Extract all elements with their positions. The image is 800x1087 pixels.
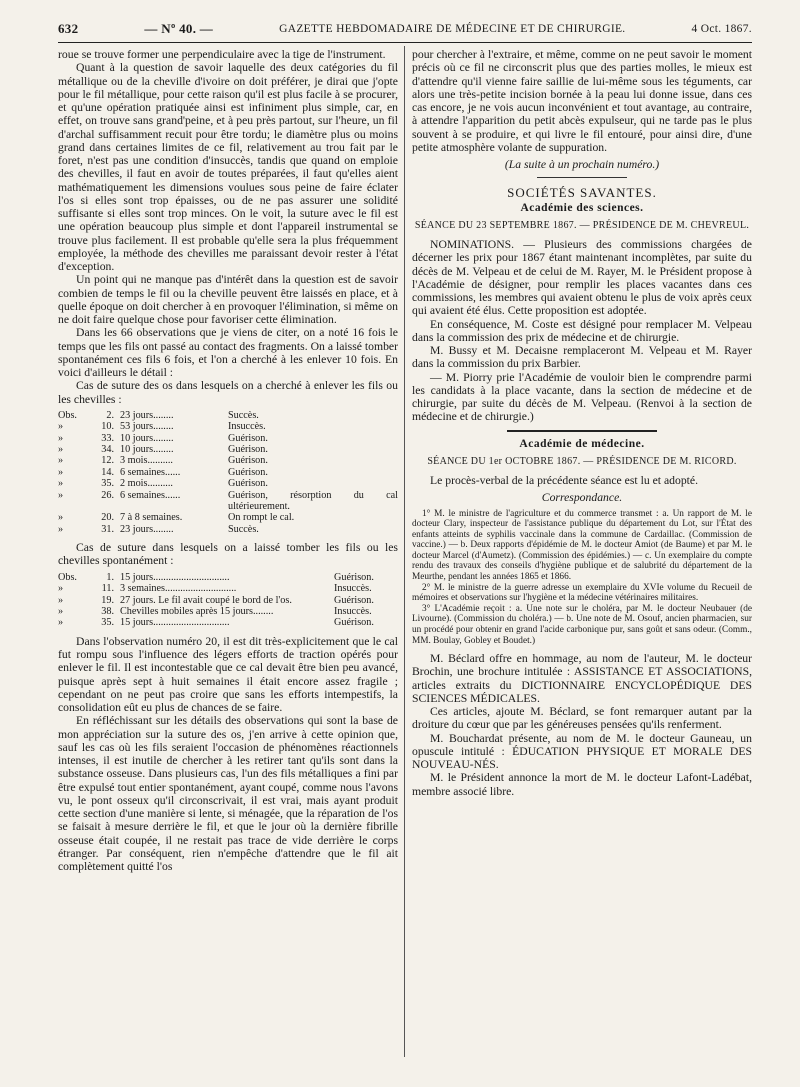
paragraph: Quant à la question de savoir laquelle des deux catégories du fil métallique ou de la cheville d'ivoire on doit préférer, je dirai que j'opte pour le fil métallique, pour cette raison qu'il est plus facile à se procurer, et qu'une opération pratiquée ainsi est infiniment plus simple, car, en effet, on trouve sans grand'peine, et à peu près partout, sur l'heure, un fil d'archal suffisamment recuit pour être tordu; le diamètre plus ou moins grand dans certaines limites de ce fil, relativement au trou fait par le foret, n'est pas une condition d'insuccès, tandis que quand on emploie des chevilles, il faut en avoir de toutes préparées, il faut qu'elles aient mathématiquement les dimensions voulues sous peine de faire éclater l'os si elles sont trop épaisses, ou de ne pas assurer une solidité suffisante si elles sont trop minces. On le voit, la suture avec le fil est une opération beaucoup plus simple et dont l'appareil instrumental se trouve plus facilement. Il est probable qu'elle sera la plus fréquemment employée, la méthode des chevilles me paraissant devoir rester à l'état d'exception. <box>58 61 398 273</box>
table-row: » 34. 10 jours........ Guérison. <box>58 443 268 455</box>
journal-title: GAZETTE HEBDOMADAIRE DE MÉDECINE ET DE CHIRURGIE. <box>279 23 626 35</box>
paragraph: Cas de suture des os dans lesquels on a cherché à enlever les fils ou les chevilles : <box>58 379 398 406</box>
paragraph: En conséquence, M. Coste est désigné pour remplacer M. Velpeau dans la commission des prix de médecine et de chirurgie. <box>412 317 752 344</box>
header-rule <box>58 42 752 43</box>
right-column <box>412 48 752 798</box>
table-row: » 14. 6 semaines...... Guérison. <box>58 466 268 478</box>
paragraph: Dans les 66 observations que je viens de citer, on a noté 16 fois le temps que les fils ont passé au contact des fragments. On a laissé tomber spontanément ces fils 6 fois, et l'on a cherché à les enlever 10 fois. En voici d'ailleurs le détail : <box>58 326 398 379</box>
paragraph: En réfléchissant sur les détails des observations qui sont la base de mon appréciation sur la suture des os, j'en arrive à cette opinion que, sauf les cas où les fils seraient l'occasion de phénomènes réactionnels intenses, il est inutile de chercher à les retirer tant qu'ils sont dans la substance osseuse. Dans plusieurs cas, l'un des fils métalliques a fini par être expulsé tout entier spontanément, ayant coupé, comme nous l'avons vu, le pont osseux qu'il circonscrivait, il est vrai, mais ayant produit cette section d'une manière si lente, si ménagée, que la réparation de l'os se faisait à mesure derrière le fil, et que le jour où la dernière fibrille osseuse était coupée, il ne restait pas trace de vide derrière le corps étranger. Par conséquent, rien n'empêche d'attendre que le fil ait complètement quitté l'os <box>58 714 398 873</box>
continuation-note: (La suite à un prochain numéro.) <box>504 158 660 171</box>
paragraph: M. Béclard offre en hommage, au nom de l'auteur, M. le docteur Brochin, une brochure intitulée : ASSISTANCE ET ASSOCIATIONS, articles extraits du DICTIONNAIRE ENCYCLOPÉDIQUE DES SCIENCES MÉDICALES. <box>412 652 752 705</box>
session-line: SÉANCE DU 23 SEPTEMBRE 1867. — PRÉSIDENCE DE M. CHEVREUL. <box>414 219 750 231</box>
table-row: » 38. Chevilles mobiles après 15 jours........ Insuccès. <box>58 605 372 617</box>
correspondence-block <box>412 509 752 647</box>
table-row: Obs. 2. 23 jours........ Succès. <box>58 409 259 421</box>
session-line: SÉANCE DU 1er OCTOBRE 1867. — PRÉSIDENCE DE M. RICORD. <box>427 455 737 467</box>
table-row: » 31. 23 jours........ Succès. <box>58 523 259 535</box>
observations-table-removed <box>58 410 398 535</box>
section-rule <box>507 430 657 432</box>
section-rule <box>537 177 627 178</box>
table-row: » 10. 53 jours........ Insuccès. <box>58 421 266 433</box>
paragraph: roue se trouve former une perpendiculaire avec la tige de l'instrument. <box>58 48 386 61</box>
table-row: » 26. 6 semaines...... Guérison, résorption du cal ultérieurement. <box>58 489 398 512</box>
paragraph: Dans l'observation numéro 20, il est dit très-explicitement que le cal fut rompu sous l'influence des légers efforts de traction opérés pour enlever le fil. Il est incontestable que ce cal devait être bien peu avancé, puisque après sept à huit semaines il était encore assez fragile ; cependant on ne peut pas croire que sans les efforts intempestifs, la consolidation eût eu plus de chances de se faire. <box>58 634 398 714</box>
paragraph: pour chercher à l'extraire, et même, comme on ne peut savoir le moment précis où ce fil ne circonscrit plus que des parties molles, le mieux est d'attendre qu'il vienne faire saillie de lui-même sous les téguments, car alors une très-petite incision bornée à la peau lui donne issue, dans ces cas encore, je ne vois aucun inconvénient et tout avantage, au contraire, à attendre l'apparition du petit abcès expulseur, qui ne tarde pas le plus souvent à se produire, et qui livre le fil entouré, pour ainsi dire, d'une petite atmosphère volante de suppuration. <box>412 48 752 154</box>
section-heading: SOCIÉTÉS SAVANTES. <box>507 185 657 201</box>
paragraph: M. le Président annonce la mort de M. le docteur Lafont-Ladébat, membre associé libre. <box>412 771 752 798</box>
correspondence-heading: Correspondance. <box>541 491 623 505</box>
page-number: 632 <box>58 21 79 36</box>
paragraph: Cas de suture dans lesquels on a laissé tomber les fils ou les chevilles spontanément : <box>58 541 398 568</box>
table-row: » 12. 3 mois.......... Guérison. <box>58 455 268 467</box>
issue-number: — Nº 40. — <box>144 21 214 36</box>
paragraph: NOMINATIONS. — Plusieurs des commissions chargées de décerner les prix pour 1867 étant maintenant incomplètes, par suite du décès de M. Velpeau et de celui de M. Rayer, M. le Président propose à l'Académie de désigner, pour remplir les places vacantes dans ces commissions, les membres qui avaient obtenu le plus de voix après ceux qui avaient été élus. Cette proposition est adoptée. <box>412 238 752 318</box>
observations-table-spontaneous <box>58 572 398 629</box>
paragraph: Le procès-verbal de la précédente séance est lu et adopté. <box>430 474 699 487</box>
issue-date: 4 Oct. 1867. <box>691 23 752 35</box>
subsection-heading: Académie des sciences. <box>520 201 644 214</box>
table-row: » 11. 3 semaines............................ Insuccès. <box>58 583 372 595</box>
table-row: » 19. 27 jours. Le fil avait coupé le bord de l'os. Guérison. <box>58 594 374 606</box>
correspondence-item: 2° M. le ministre de la guerre adresse un exemplaire du XVIe volume du Recueil de mémoires et observations sur l'hygiène et la médecine vétérinaires militaires. <box>412 582 752 604</box>
page-header <box>58 20 752 38</box>
left-column <box>58 48 398 873</box>
paragraph: Ces articles, ajoute M. Béclard, se font remarquer autant par la droiture du cœur que par les généreuses pensées qu'ils renferment. <box>412 705 752 732</box>
paragraph: — M. Piorry prie l'Académie de vouloir bien le comprendre parmi les candidats à la place vacante, dans la section de médecine et de chirurgie, par suite du décès de M. Velpeau. (Renvoi à la section de médecine et de chirurgie.) <box>412 370 752 424</box>
subsection-heading: Académie de médecine. <box>519 437 645 450</box>
table-row: » 20. 7 à 8 semaines. On rompt le cal. <box>58 512 295 524</box>
table-row: » 33. 10 jours........ Guérison. <box>58 432 268 444</box>
column-divider <box>404 46 405 1057</box>
table-row: » 35. 15 jours.............................. Guérison. <box>58 617 374 629</box>
correspondence-item: 3° L'Académie reçoit : a. Une note sur le choléra, par M. le docteur Neubauer (de Livourne). (Commission du choléra.) — b. Une note de M. Osouf, ancien pharmacien, sur un procédé pour obtenir en grand l'acide carbonique pur, sans goût et sans odeur. (Comm., MM. Boulay, Gobley et Boudet.) <box>412 603 752 646</box>
correspondence-item: 1° M. le ministre de l'agriculture et du commerce transmet : a. Un rapport de M. le docteur Clary, inspecteur de l'assistance publique du département du Lot, sur l'État des enfants atteints de syphilis vaccinale dans la commune de Cardaillac. (Commission de vaccine.) — b. Deux rapports d'épidémie de M. le docteur Amiot (de Baume) et par M. le docteur Marcel (d'Aumetz). (Commission des épidémies.) — c. Un exemplaire du compte rendu des travaux des conseils d'hygiène publique et de salubrité du département de la Meurthe, pendant les années 1865 et 1866. <box>412 508 752 583</box>
paragraph: Un point qui ne manque pas d'intérêt dans la question est de savoir combien de temps le fil ou la cheville peuvent être laissés en place, et à quelle époque on doit chercher à en provoquer l'élimination, si même on ne doit faire quelque chose pour favoriser cette élimination. <box>58 273 398 326</box>
paragraph: M. Bouchardat présente, au nom de M. le docteur Gauneau, un opuscule intitulé : ÉDUCATION PHYSIQUE ET MORALE DES NOUVEAU-NÉS. <box>412 731 752 772</box>
table-row: Obs. 1. 15 jours.............................. Guérison. <box>58 571 374 583</box>
table-row: » 35. 2 mois.......... Guérison. <box>58 478 268 490</box>
paragraph: M. Bussy et M. Decaisne remplaceront M. Velpeau et M. Rayer dans la commission du prix Barbier. <box>412 344 752 371</box>
